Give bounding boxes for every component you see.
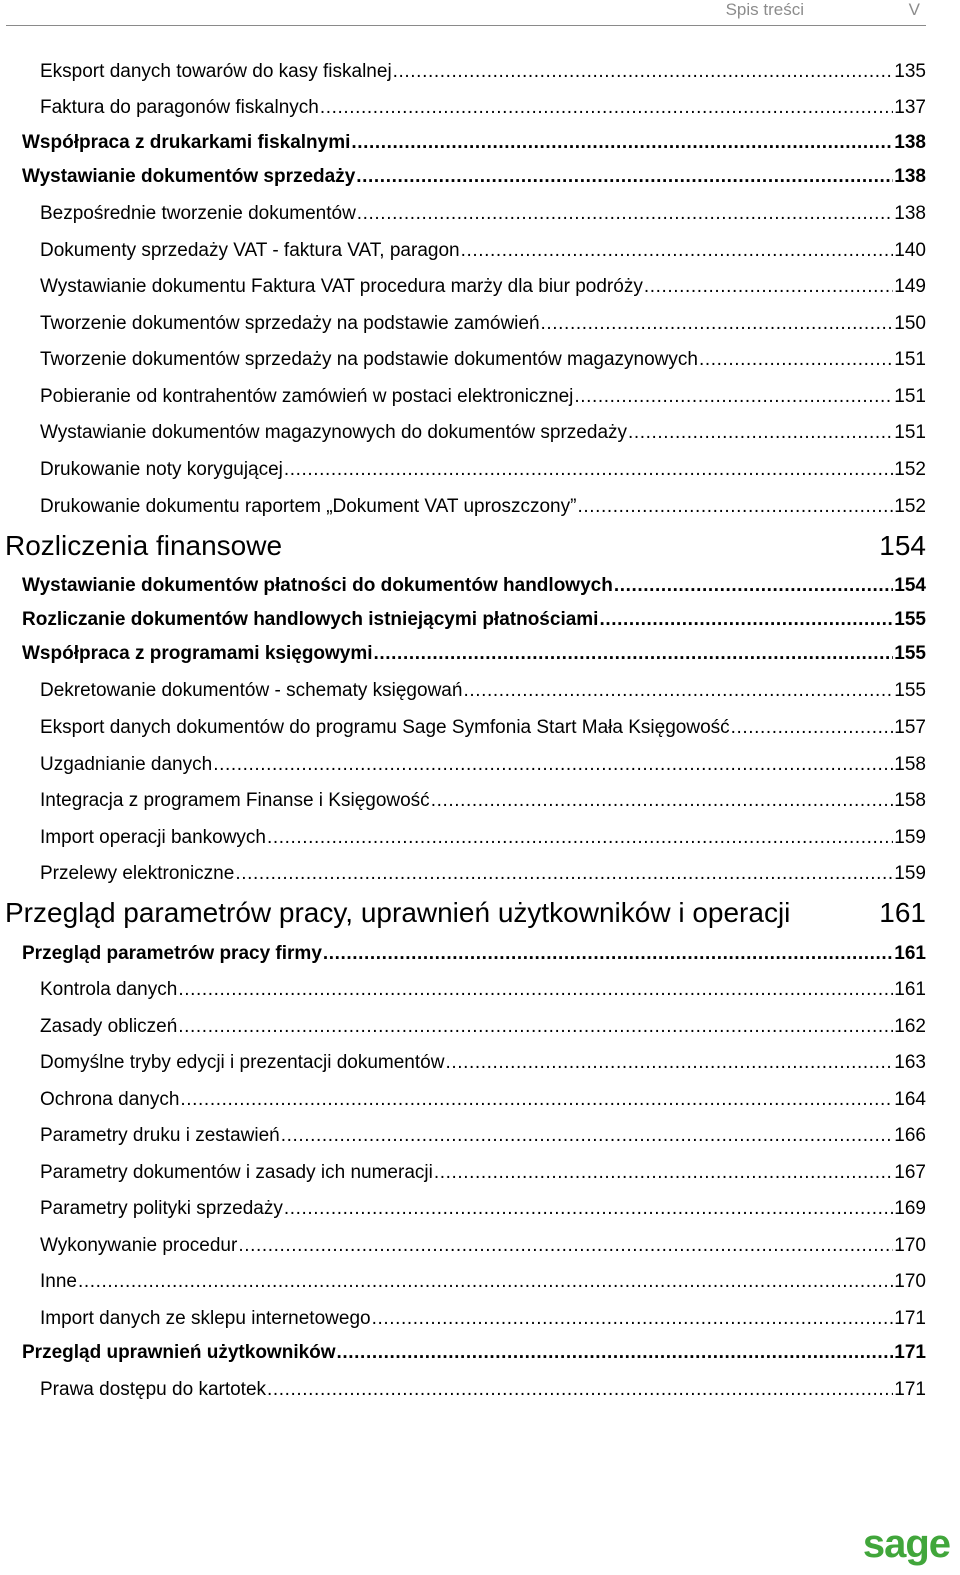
toc-entry[interactable] — [40, 55, 926, 83]
toc-entry[interactable] — [40, 1119, 926, 1147]
toc-entry[interactable] — [40, 453, 926, 481]
toc-entry[interactable] — [22, 603, 926, 631]
toc-entry-page: 164 — [894, 1089, 926, 1110]
toc-entry[interactable] — [40, 197, 926, 225]
dot-leader — [445, 1052, 893, 1074]
toc-entry-title: Dokumenty sprzedaży VAT - faktura VAT, paragon — [40, 240, 460, 261]
toc-entry-page: 166 — [894, 1125, 926, 1146]
toc-entry[interactable] — [40, 973, 926, 1001]
toc-entry-page: 157 — [894, 717, 926, 738]
toc-entry-page: 167 — [894, 1162, 926, 1183]
toc-entry-page: 159 — [894, 863, 926, 884]
toc-entry[interactable] — [22, 160, 926, 188]
dot-leader — [178, 979, 893, 1001]
toc-entry[interactable] — [5, 893, 926, 929]
toc-entry-title: Integracja z programem Finanse i Księgowość — [40, 790, 430, 811]
dot-leader — [731, 717, 894, 739]
toc-entry-title: Drukowanie dokumentu raportem „Dokument VAT uproszczony” — [40, 496, 577, 517]
dot-leader — [356, 166, 893, 188]
dot-leader — [393, 61, 894, 83]
dot-leader — [337, 1342, 894, 1364]
toc-entry-page: 150 — [894, 313, 926, 334]
toc-entry-title: Bezpośrednie tworzenie dokumentów — [40, 203, 356, 224]
toc-entry[interactable] — [40, 91, 926, 119]
toc-entry-title: Parametry polityki sprzedaży — [40, 1198, 283, 1219]
dot-leader — [284, 459, 893, 481]
toc-entry-title: Ochrona danych — [40, 1089, 180, 1110]
dot-leader — [614, 575, 893, 597]
dot-leader — [599, 609, 893, 631]
toc-entry[interactable] — [22, 569, 926, 597]
toc-entry-title: Wystawianie dokumentów magazynowych do dokumentów sprzedaży — [40, 422, 628, 443]
running-header — [6, 0, 926, 26]
toc-entry-title: Faktura do paragonów fiskalnych — [40, 97, 319, 118]
toc-entry[interactable] — [40, 711, 926, 739]
header-page-number: V — [908, 0, 920, 19]
dot-leader — [323, 943, 893, 965]
toc-entry-title: Drukowanie noty korygującej — [40, 459, 283, 480]
toc-entry-title: Kontrola danych — [40, 979, 178, 1000]
dot-leader — [372, 1308, 894, 1330]
toc-entry-title: Dekretowanie dokumentów - schematy księgowań — [40, 680, 463, 701]
toc-entry[interactable] — [40, 234, 926, 262]
toc-entry-page: 158 — [894, 790, 926, 811]
dot-leader — [577, 496, 893, 518]
toc-entry-page: 152 — [894, 496, 926, 517]
toc-entry[interactable] — [40, 490, 926, 518]
dot-leader — [644, 276, 893, 298]
toc-entry-title: Wykonywanie procedur — [40, 1235, 238, 1256]
toc-entry-title: Rozliczanie dokumentów handlowych istniejącymi płatnościami — [22, 609, 599, 630]
toc-entry-title: Eksport danych towarów do kasy fiskalnej — [40, 61, 392, 82]
dot-leader — [320, 97, 893, 119]
toc-entry-page: 155 — [894, 680, 926, 701]
toc-entry-title: Pobieranie od kontrahentów zamówień w postaci elektronicznej — [40, 386, 574, 407]
toc-entry-page: 149 — [894, 276, 926, 297]
toc-entry[interactable] — [22, 637, 926, 665]
toc-entry-page: 158 — [894, 754, 926, 775]
toc-entry-title: Domyślne tryby edycji i prezentacji dokumentów — [40, 1052, 445, 1073]
toc-entry-page: 151 — [894, 349, 926, 370]
dot-leader — [235, 863, 893, 885]
toc-entry-title: Import danych ze sklepu internetowego — [40, 1308, 371, 1329]
toc-entry-page: 162 — [894, 1016, 926, 1037]
dot-leader — [461, 240, 894, 262]
toc-entry-title: Współpraca z drukarkami fiskalnymi — [22, 132, 351, 153]
toc-entry[interactable] — [40, 343, 926, 371]
toc-entry-page: 137 — [894, 97, 926, 118]
toc-entry-page: 138 — [894, 166, 926, 187]
toc-entry-page: 140 — [894, 240, 926, 261]
toc-entry-page: 171 — [894, 1308, 926, 1329]
toc-entry-title: Tworzenie dokumentów sprzedaży na podstawie zamówień — [40, 313, 540, 334]
dot-leader — [284, 1198, 893, 1220]
toc-entry[interactable] — [5, 526, 926, 562]
sage-logo: sage — [862, 1522, 950, 1566]
dot-leader — [178, 1016, 893, 1038]
toc-entry-title: Inne — [40, 1271, 77, 1292]
toc-entry-page: 170 — [894, 1271, 926, 1292]
dot-leader — [351, 132, 893, 154]
dot-leader — [281, 1125, 894, 1147]
toc-entry-page: 161 — [894, 943, 926, 964]
dot-leader — [574, 386, 893, 408]
dot-leader — [628, 422, 893, 444]
dot-leader — [434, 1162, 893, 1184]
toc-entry-page: 161 — [879, 897, 926, 928]
toc-entry-title: Wystawianie dokumentu Faktura VAT procedura marży dla biur podróży — [40, 276, 643, 297]
toc-entry-page: 135 — [894, 61, 926, 82]
dot-leader — [541, 313, 894, 335]
toc-entry-title: Import operacji bankowych — [40, 827, 266, 848]
toc-entry[interactable] — [40, 1010, 926, 1038]
toc-entry[interactable] — [40, 1265, 926, 1293]
toc-entry[interactable] — [40, 1046, 926, 1074]
toc-entry-page: 159 — [894, 827, 926, 848]
toc-entry-page: 170 — [894, 1235, 926, 1256]
toc-entry-page: 163 — [894, 1052, 926, 1073]
toc-entry-title: Parametry druku i zestawień — [40, 1125, 280, 1146]
toc-entry[interactable] — [40, 270, 926, 298]
toc-entry[interactable] — [22, 937, 926, 965]
dot-leader — [699, 349, 893, 371]
toc-entry-title: Parametry dokumentów i zasady ich numeracji — [40, 1162, 433, 1183]
toc-entry-page: 151 — [894, 422, 926, 443]
toc-entry[interactable] — [40, 307, 926, 335]
toc-entry-page: 155 — [894, 609, 926, 630]
toc-entry-page: 154 — [879, 530, 926, 561]
toc-entry[interactable] — [40, 821, 926, 849]
dot-leader — [78, 1271, 893, 1293]
toc-entry[interactable] — [40, 1373, 926, 1401]
toc-entry-title: Zasady obliczeń — [40, 1016, 178, 1037]
toc-entry-page: 171 — [894, 1379, 926, 1400]
toc-entry[interactable] — [40, 1156, 926, 1184]
toc-entry-page: 169 — [894, 1198, 926, 1219]
toc-entry-title: Współpraca z programami księgowymi — [22, 643, 373, 664]
dot-leader — [463, 680, 893, 702]
dot-leader — [238, 1235, 893, 1257]
toc-entry-page: 155 — [894, 643, 926, 664]
toc-entry-page: 154 — [894, 575, 926, 596]
dot-leader — [267, 1379, 893, 1401]
dot-leader — [267, 827, 893, 849]
dot-leader — [374, 643, 894, 665]
toc-entry[interactable] — [22, 126, 926, 154]
toc-entry[interactable] — [40, 748, 926, 776]
toc-entry-page: 138 — [894, 203, 926, 224]
dot-leader — [180, 1089, 893, 1111]
toc-entry[interactable] — [40, 857, 926, 885]
toc-entry-title: Rozliczenia finansowe — [5, 530, 283, 561]
toc-entry-page: 138 — [894, 132, 926, 153]
toc-entry[interactable] — [40, 674, 926, 702]
toc-entry-title: Przegląd parametrów pracy, uprawnień użytkowników i operacji — [5, 897, 791, 928]
toc-entry[interactable] — [40, 1192, 926, 1220]
toc-entry[interactable] — [40, 1083, 926, 1111]
toc-entry-title: Uzgadnianie danych — [40, 754, 213, 775]
dot-leader — [213, 754, 893, 776]
toc-entry-title: Wystawianie dokumentów sprzedaży — [22, 166, 356, 187]
toc-entry-title: Eksport danych dokumentów do programu Sage Symfonia Start Mała Księgowość — [40, 717, 730, 738]
dot-leader — [357, 203, 894, 225]
toc-entry-page: 161 — [894, 979, 926, 1000]
dot-leader — [431, 790, 894, 812]
toc-entry[interactable] — [40, 784, 926, 812]
toc-entry-title: Tworzenie dokumentów sprzedaży na podstawie dokumentów magazynowych — [40, 349, 698, 370]
toc-entry[interactable] — [22, 1336, 926, 1364]
toc-entry[interactable] — [40, 1302, 926, 1330]
toc-entry-page: 151 — [894, 386, 926, 407]
toc-entry-page: 152 — [894, 459, 926, 480]
toc-entry[interactable] — [40, 1229, 926, 1257]
toc-entry[interactable] — [40, 380, 926, 408]
toc-entry-title: Przegląd parametrów pracy firmy — [22, 943, 322, 964]
toc-entry-title: Wystawianie dokumentów płatności do dokumentów handlowych — [22, 575, 613, 596]
header-section-name: Spis treści — [725, 0, 804, 19]
toc-entry-title: Przelewy elektroniczne — [40, 863, 235, 884]
toc-entry-title: Prawa dostępu do kartotek — [40, 1379, 267, 1400]
toc-entry-page: 171 — [894, 1342, 926, 1363]
toc-entry-title: Przegląd uprawnień użytkowników — [22, 1342, 336, 1363]
toc-entry[interactable] — [40, 416, 926, 444]
